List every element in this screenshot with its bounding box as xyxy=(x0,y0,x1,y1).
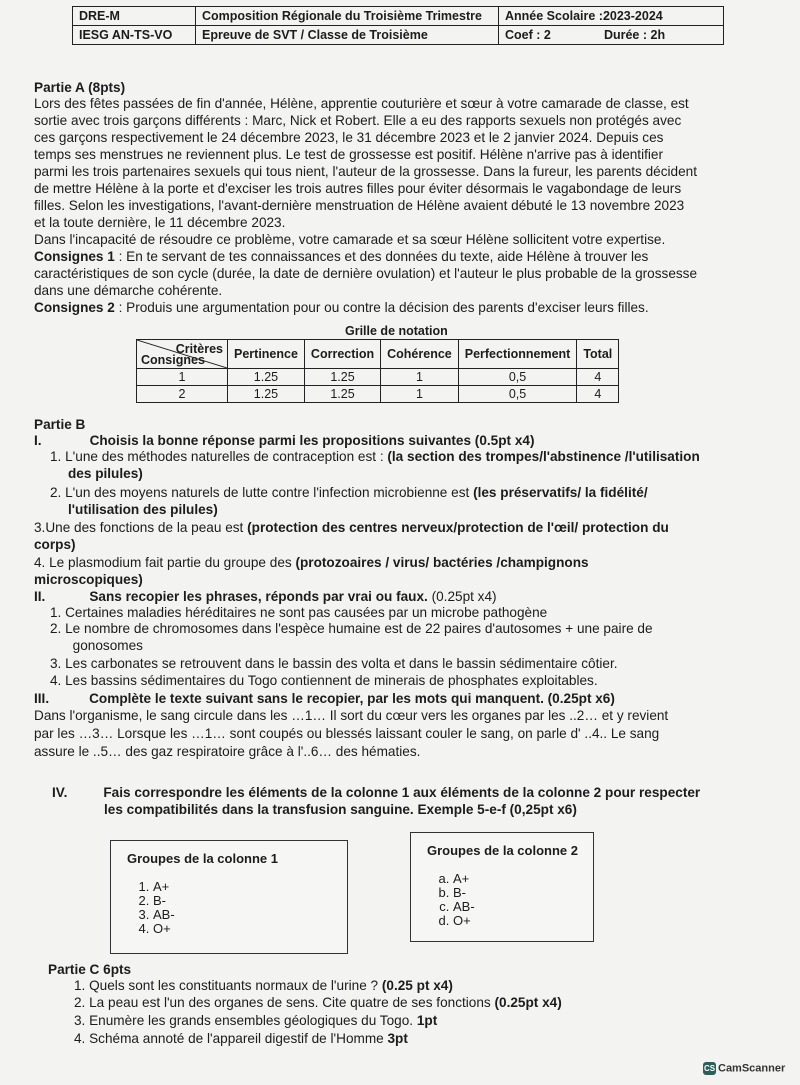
camscanner-logo-icon: CS xyxy=(703,1064,716,1073)
partie-c-question: 4. Schéma annoté de l'appareil digestif de l'Homme xyxy=(74,1031,388,1046)
partie-a-line: de mettre Hélène à la porte et d'exciser les trois autres filles pour éviter désormais le vagabondage de leurs xyxy=(34,181,682,196)
partie-c-points: (0.25pt x4) xyxy=(494,995,562,1010)
column-2-list xyxy=(411,872,593,928)
header-year: Année Scolaire :2023-2024 xyxy=(499,7,724,26)
grille-row xyxy=(137,369,619,386)
grille-corner-cell xyxy=(137,340,228,369)
grille-cell: 1 xyxy=(137,369,228,386)
section-II-title xyxy=(34,589,770,605)
qcm-line xyxy=(68,466,770,482)
grille-row xyxy=(137,386,619,403)
grille-corner-top: Critères xyxy=(175,342,223,356)
partie-c-points: 1pt xyxy=(416,1013,438,1028)
column-1-item: 4. O+ xyxy=(153,922,347,936)
qcm-options: microscopiques) xyxy=(34,572,143,587)
partie-a-line: Dans l'incapacité de résoudre ce problème, votre camarade et sa sœur Hélène sollicitent votre expertise. xyxy=(34,232,666,247)
consigne-2-label: Consignes 2 xyxy=(34,300,115,315)
section-IV-title xyxy=(52,785,770,801)
partie-a-title: Partie A (8pts) xyxy=(34,80,126,95)
grille-cell: 1.25 xyxy=(304,386,380,403)
grille-header: Cohérence xyxy=(381,340,459,369)
grille-header: Perfectionnement xyxy=(458,340,577,369)
column-2-title: Groupes de la colonne 2 xyxy=(427,843,578,858)
column-1-title: Groupes de la colonne 1 xyxy=(127,851,278,866)
grille-cell: 1 xyxy=(381,386,459,403)
qcm-line xyxy=(50,449,770,465)
grille-header: Total xyxy=(577,340,619,369)
section-I-number: I. xyxy=(34,433,42,448)
grille-cell: 1.25 xyxy=(228,369,305,386)
consigne-2-text: : Produis une argumentation pour ou contre la décision des parents d'exciser leurs filles. xyxy=(114,300,649,315)
header-inspection: IESG AN-TS-VO xyxy=(73,26,196,45)
section-II-heading: Sans recopier les phrases, réponds par vrai ou faux. xyxy=(89,589,428,604)
qcm-question: 3.Une des fonctions de la peau est xyxy=(34,520,248,535)
section-IV-number: IV. xyxy=(52,785,68,800)
partie-c-question: 2. La peau est l'un des organes de sens. Cite quatre de ses fonctions xyxy=(74,995,495,1010)
section-IV-subtitle: les compatibilités dans la transfusion sanguine. Exemple 5-e-f (0,25pt x6) xyxy=(104,802,577,817)
grille-title: Grille de notation xyxy=(345,324,448,338)
qcm-line xyxy=(34,572,770,588)
qcm-options: (protozoaires / virus/ bactéries /champignons xyxy=(295,555,589,570)
partie-c-question: 3. Enumère les grands ensembles géologiques du Togo. xyxy=(74,1013,417,1028)
qcm-question: 4. Le plasmodium fait partie du groupe des xyxy=(34,555,296,570)
qcm-options: (protection des centres nerveux/protection de l'œil/ protection du xyxy=(247,520,669,535)
grille-cell: 4 xyxy=(577,369,619,386)
qcm-line xyxy=(34,520,770,536)
header-coef: Coef : 2 xyxy=(499,26,598,45)
cloze-line: assure le ..5… des gaz respiratoire grâce à l'..6… des hématies. xyxy=(34,744,421,759)
qcm-line xyxy=(50,485,770,501)
partie-c-item xyxy=(74,1013,770,1029)
qcm-question: 1. L'une des méthodes naturelles de contraception est : xyxy=(50,449,388,464)
vf-item: 4. Les bassins sédimentaires du Togo contiennent de minerais de phosphates exploitables. xyxy=(50,673,598,688)
grille-cell: 1.25 xyxy=(304,369,380,386)
column-1-item: 3. AB- xyxy=(153,908,347,922)
consigne-1-line: caractéristiques de son cycle (durée, la date de dernière ovulation) et l'auteur le plus probable de la grossesse xyxy=(34,266,698,281)
section-III-number: III. xyxy=(34,691,50,706)
qcm-options: l'utilisation des pilules) xyxy=(68,502,218,517)
partie-c-title: Partie C 6pts xyxy=(48,962,132,977)
partie-b-title: Partie B xyxy=(34,417,86,432)
qcm-question: 2. L'un des moyens naturels de lutte contre l'infection microbienne est xyxy=(50,485,474,500)
column-1-item: 2. B- xyxy=(153,894,347,908)
consigne-1-text: : En te servant de tes connaissances et des données du texte, aide Hélène à trouver les xyxy=(114,249,649,264)
partie-a-line: Lors des fêtes passées de fin d'année, Hélène, apprentie couturière et sœur à votre camarade de classe, est xyxy=(34,96,689,111)
header-duree: Durée : 2h xyxy=(598,26,724,45)
section-II-number: II. xyxy=(34,589,46,604)
section-I-title xyxy=(34,433,770,449)
partie-c-question: 1. Quels sont les constituants normaux de l'urine ? xyxy=(74,978,382,993)
section-I-heading: Choisis la bonne réponse parmi les propositions suivantes (0.5pt x4) xyxy=(89,433,535,448)
qcm-options: corps) xyxy=(34,537,76,552)
partie-c-points: (0.25 pt x4) xyxy=(381,978,453,993)
section-II-points: (0.25pt x4) xyxy=(427,589,497,604)
column-2-box xyxy=(410,832,594,942)
grille-header: Pertinence xyxy=(228,340,305,369)
consigne-1-label: Consignes 1 xyxy=(34,249,115,264)
header-subject: Epreuve de SVT / Classe de Troisième xyxy=(196,26,499,45)
column-2-item: a. A+ xyxy=(453,872,593,886)
partie-a-line: filles. Selon les investigations, l'avant-dernière menstruation de Hélène avaient débuté le 13 novembre 2023 xyxy=(34,198,685,213)
partie-c-points: 3pt xyxy=(387,1031,408,1046)
grille-header: Correction xyxy=(304,340,380,369)
grille-cell: 1.25 xyxy=(228,386,305,403)
exam-header xyxy=(72,6,724,45)
qcm-options: (la section des trompes/l'abstinence /l'utilisation xyxy=(387,449,700,464)
camscanner-text: CamScanner xyxy=(718,1062,786,1075)
vf-item: 2. Le nombre de chromosomes dans l'espèce humaine est de 22 paires d'autosomes + une paire de xyxy=(50,621,653,636)
partie-a-line: parmi les trois partenaires sexuels qui tous nient, l'auteur de la grossesse. Dans la fureur, les parents décident xyxy=(34,164,698,179)
section-III-heading: Complète le texte suivant sans le recopier, par les mots qui manquent. (0.25pt x6) xyxy=(89,691,615,706)
cloze-line: par les …3… Lorsque les …1… sont coupés ou blessés laissant couler le sang, on parle d' ..4.. Le sang xyxy=(34,726,660,741)
partie-a-line: sortie avec trois garçons différents : Marc, Nick et Robert. Elle a eu des rapports sexuels non protégés avec xyxy=(34,113,682,128)
column-2-item: b. B- xyxy=(453,886,593,900)
partie-c-item xyxy=(74,978,770,994)
vf-item: 1. Certaines maladies héréditaires ne sont pas causées par un microbe pathogène xyxy=(50,605,548,620)
grille-corner-bottom: Consignes xyxy=(141,353,205,367)
grille-cell: 0,5 xyxy=(458,386,577,403)
partie-a-line: temps ses menstrues ne reviennent plus. Le test de grossesse est positif. Hélène n'arrive pas à identifier xyxy=(34,147,663,162)
grille-cell: 1 xyxy=(381,369,459,386)
qcm-line xyxy=(68,502,770,518)
column-1-list xyxy=(111,880,347,936)
cloze-line: Dans l'organisme, le sang circule dans les …1… Il sort du cœur vers les organes par les ..2… et y revient xyxy=(34,708,669,723)
partie-c-item xyxy=(74,1031,770,1047)
qcm-line xyxy=(34,537,770,553)
section-IV-heading: Fais correspondre les éléments de la colonne 1 aux éléments de la colonne 2 pour respecter xyxy=(103,785,701,800)
vf-item: gonosomes xyxy=(50,638,143,653)
grille-cell: 0,5 xyxy=(458,369,577,386)
partie-a-line: ces garçons respectivement le 24 décembre 2023, le 31 décembre 2023 et le 2 janvier 2024. Depuis ces xyxy=(34,130,664,145)
section-III-title xyxy=(34,691,770,707)
partie-a-line: et la toute dernière, le 11 décembre 2023. xyxy=(34,215,286,230)
column-1-box xyxy=(110,840,348,954)
camscanner-watermark xyxy=(703,1062,785,1075)
grille-cell: 4 xyxy=(577,386,619,403)
grille-cell: 2 xyxy=(137,386,228,403)
grille-notation-table xyxy=(136,339,619,403)
column-2-item: d. O+ xyxy=(453,914,593,928)
qcm-options: des pilules) xyxy=(68,466,143,481)
vf-item: 3. Les carbonates se retrouvent dans le bassin des volta et dans le bassin sédimentaire côtier. xyxy=(50,656,618,671)
header-org: DRE-M xyxy=(73,7,196,26)
consigne-1-line: dans une démarche cohérente. xyxy=(34,283,223,298)
column-1-item: 1. A+ xyxy=(153,880,347,894)
column-2-item: c. AB- xyxy=(453,900,593,914)
consigne-2 xyxy=(34,300,770,316)
partie-c-item xyxy=(74,995,770,1011)
header-title: Composition Régionale du Troisième Trimestre xyxy=(196,7,499,26)
qcm-options: (les préservatifs/ la fidélité/ xyxy=(473,485,648,500)
qcm-line xyxy=(34,555,770,571)
consigne-1 xyxy=(34,249,770,265)
